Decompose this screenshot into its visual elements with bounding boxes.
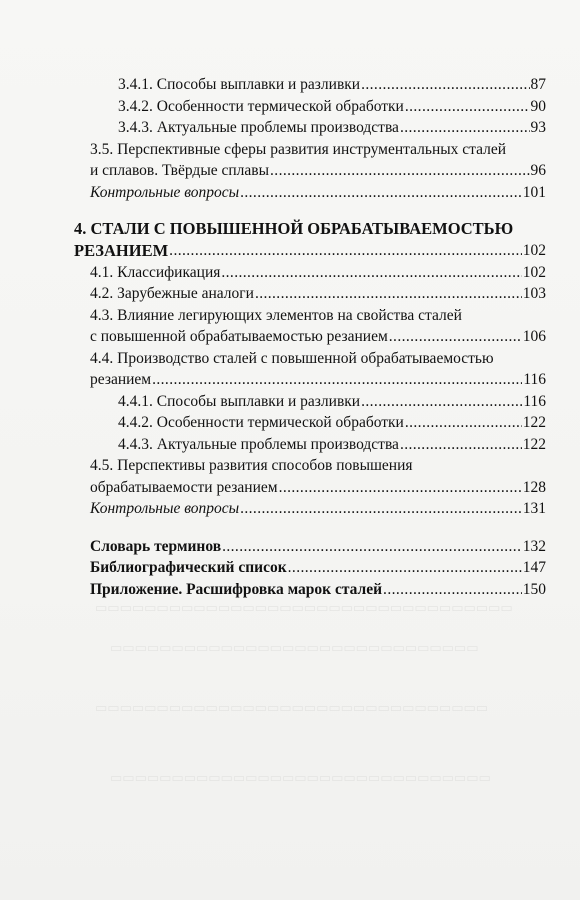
show-through-text: ▭▭▭▭▭▭▭▭▭▭▭▭▭▭▭▭▭▭▭▭▭▭▭▭▭▭▭▭▭▭▭ (110, 770, 491, 785)
toc-entry-title: Контрольные вопросы (90, 183, 240, 201)
toc-entry-title: 4.4.3. Актуальные проблемы производства (118, 435, 399, 453)
leader-dots (400, 434, 522, 456)
toc-entry-page: 106 (522, 328, 546, 345)
leader-dots (361, 74, 529, 96)
toc-entry[interactable] (74, 498, 546, 520)
toc-entry-title: 3.4.3. Актуальные проблемы производства (118, 119, 399, 136)
leader-dots (361, 391, 522, 413)
toc-entry-page: 101 (522, 183, 546, 201)
toc-entry[interactable] (74, 369, 546, 391)
leader-dots (270, 160, 529, 182)
toc-entry-title: Приложение. Расшифровка марок сталей (90, 580, 383, 598)
toc-entry-title-line1[interactable]: 4.4. Производство сталей с повышенной обрабатываемостью (90, 349, 494, 367)
toc-entry[interactable] (74, 240, 546, 262)
toc-entry-glossary[interactable] (74, 536, 546, 558)
toc-entry-page: 122 (522, 414, 546, 431)
toc-entry-title: Словарь терминов (90, 537, 222, 555)
leader-dots (389, 326, 522, 348)
spacer (74, 520, 546, 536)
toc-entry[interactable] (74, 262, 546, 284)
toc-entry-page: 87 (530, 76, 546, 93)
toc-entry[interactable] (74, 391, 546, 413)
leader-dots (152, 369, 522, 391)
toc-entry-title: 3.4.1. Способы выплавки и разливки (118, 76, 361, 93)
toc-entry[interactable] (74, 434, 546, 456)
toc-entry-page: 96 (530, 162, 546, 179)
toc-entry-title: Контрольные вопросы (90, 500, 240, 517)
show-through-text: ▭▭▭▭▭▭▭▭▭▭▭▭▭▭▭▭▭▭▭▭▭▭▭▭▭▭▭▭▭▭ (110, 640, 479, 655)
toc-entry-page: 122 (522, 435, 546, 453)
toc-entry[interactable] (74, 160, 546, 182)
toc-entry-page: 128 (522, 478, 546, 496)
toc-entry[interactable] (74, 412, 546, 434)
toc-entry-title: 4.4.1. Способы выплавки и разливки (118, 392, 361, 410)
toc-entry-appendix[interactable] (74, 579, 546, 601)
chapter-heading-line1[interactable]: 4. СТАЛИ С ПОВЫШЕННОЙ ОБРАБАТЫВАЕМОСТЬЮ (74, 219, 514, 238)
toc-entry-page: 132 (522, 537, 546, 555)
chapter-heading-line2: РЕЗАНИЕМ (74, 241, 169, 260)
leader-dots (288, 557, 522, 579)
leader-dots (405, 96, 530, 118)
leader-dots (240, 182, 522, 204)
toc-entry-page: 102 (522, 263, 546, 281)
toc-entry-page: 103 (522, 285, 546, 302)
toc-entry-title-line1[interactable]: 3.5. Перспективные сферы развития инструментальных сталей (90, 140, 507, 158)
leader-dots (222, 536, 522, 558)
leader-dots (383, 579, 522, 601)
leader-dots (240, 498, 522, 520)
show-through-text: ▭▭▭▭▭▭▭▭▭▭▭▭▭▭▭▭▭▭▭▭▭▭▭▭▭▭▭▭▭▭▭▭ (95, 700, 489, 715)
toc-entry-title-line2: с повышенной обрабатываемостью резанием (90, 328, 388, 345)
toc-entry-page: 116 (523, 392, 546, 410)
toc-entry[interactable] (74, 477, 546, 499)
toc-entry[interactable] (74, 96, 546, 118)
toc-entry-page: 102 (522, 242, 546, 259)
toc-entry-title-line2: обрабатываемости резанием (90, 478, 278, 496)
leader-dots (400, 117, 530, 139)
toc-entry-title: 3.4.2. Особенности термической обработки (118, 97, 404, 115)
table-of-contents (74, 74, 546, 600)
toc-entry-title-line1[interactable]: 4.3. Влияние легирующих элементов на свойства сталей (90, 306, 462, 324)
toc-entry-title: Библиографический список (90, 559, 287, 576)
toc-entry-page: 147 (522, 559, 546, 576)
leader-dots (279, 477, 522, 499)
show-through-text: ▭▭▭▭▭▭▭▭▭▭▭▭▭▭▭▭▭▭▭▭▭▭▭▭▭▭▭▭▭▭▭▭▭▭ (95, 600, 513, 615)
toc-entry-title-line2: и сплавов. Твёрдые сплавы (90, 162, 270, 179)
toc-entry-title: 4.4.2. Особенности термической обработки (118, 414, 404, 431)
toc-entry[interactable] (74, 182, 546, 204)
toc-entry[interactable] (74, 117, 546, 139)
toc-entry-title: 4.1. Классификация (90, 263, 221, 281)
toc-entry-page: 116 (523, 371, 546, 388)
leader-dots (405, 412, 522, 434)
toc-entry-title: 4.2. Зарубежные аналоги (90, 285, 254, 302)
toc-entry-bibliography[interactable] (74, 557, 546, 579)
toc-entry-title-line2: резанием (90, 371, 152, 388)
leader-dots (169, 240, 522, 262)
toc-entry[interactable] (74, 326, 546, 348)
leader-dots (221, 262, 521, 284)
toc-entry[interactable] (74, 283, 546, 305)
leader-dots (255, 283, 522, 305)
toc-entry-title-line1[interactable]: 4.5. Перспективы развития способов повышения (90, 457, 413, 474)
toc-entry-page: 90 (530, 97, 546, 115)
toc-entry-page: 150 (522, 580, 546, 598)
spacer (74, 203, 546, 218)
toc-entry-page: 131 (522, 500, 546, 517)
toc-entry-page: 93 (530, 119, 546, 136)
toc-entry[interactable] (74, 74, 546, 96)
